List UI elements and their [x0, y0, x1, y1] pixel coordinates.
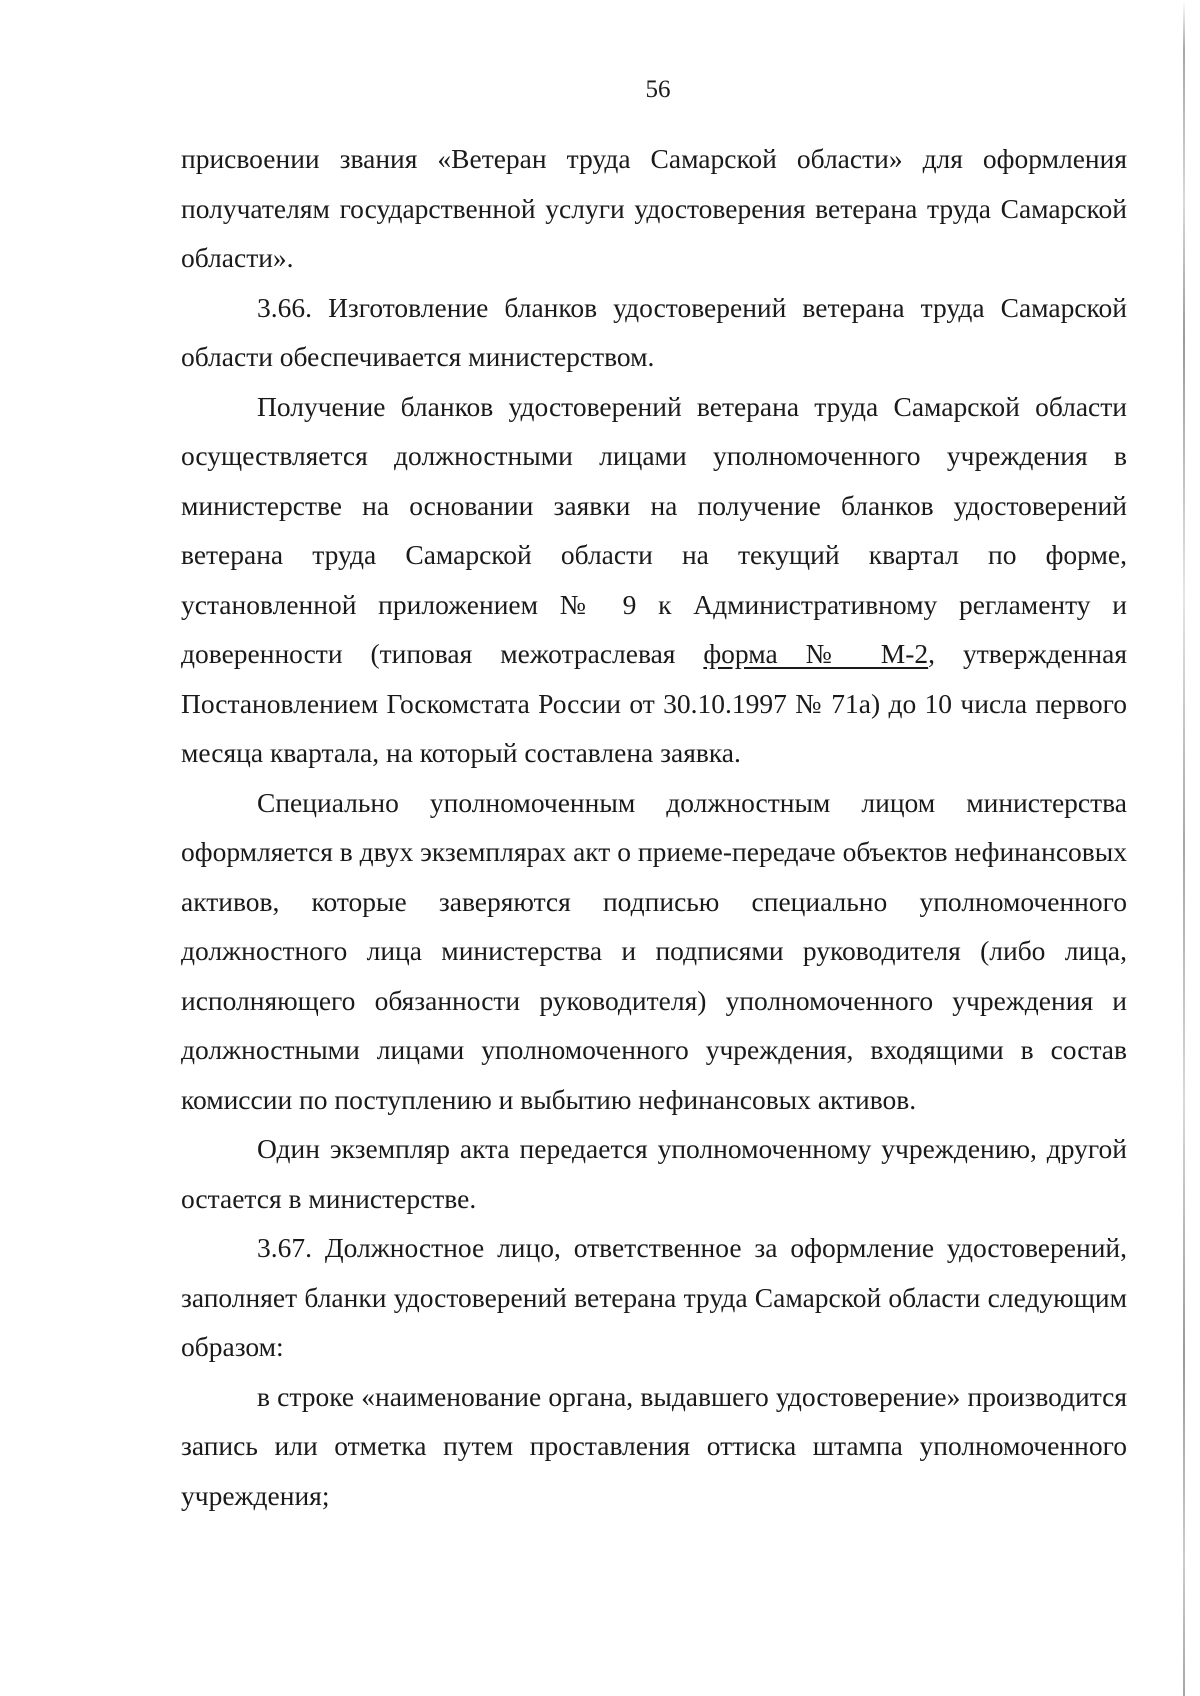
paragraph-act-copies: Один экземпляр акта передается уполномоченному учреждению, другой остается в министерстве. — [181, 1133, 1127, 1214]
paragraph-3-67: 3.67. Должностное лицо, ответственное за оформление удостоверений, заполняет бланки удостоверений ветерана труда Самарской области следующим образом: — [181, 1232, 1127, 1362]
paragraph-text: , утвержденная Постановлением Госкомстата России от 30.10.1997 № 71а) до 10 числа первого месяца квартала, на который составлена заявка. — [181, 638, 1127, 768]
scan-edge-line — [1183, 0, 1185, 1696]
form-m2-link[interactable]: форма № М-2 — [703, 638, 929, 669]
paragraph-continuation: присвоении звания «Ветеран труда Самарской области» для оформления получателям государственной услуги удостоверения ветерана труда Самарской области». — [181, 143, 1127, 273]
paragraph-text: Получение бланков удостоверений ветерана труда Самарской области осуществляется должностными лицами уполномоченного учреждения в министерстве на основании заявки на получение бланков удостоверений ветерана труда Самарской области на текущий квартал по форме, установленной приложением № 9 к Административному регламенту и доверенности (типовая межотраслевая — [181, 390, 1127, 669]
paragraph-issuing-authority: в строке «наименование органа, выдавшего удостоверение» производится запись или отметка путем проставления оттиска штампа уполномоченного учреждения; — [181, 1380, 1127, 1511]
paragraph-3-66: 3.66. Изготовление бланков удостоверений ветерана труда Самарской области обеспечивается министерством. — [181, 291, 1127, 372]
page-number: 56 — [645, 76, 671, 103]
paragraph-blank-receipt — [181, 382, 1127, 778]
paragraph-transfer-act: Специально уполномоченным должностным лицом министерства оформляется в двух экземплярах акт о приеме-передаче объектов нефинансовых активов, которые заверяются подписью специально уполномоченного должностного лица министерства и подписями руководителя (либо лица, исполняющего обязанности руководителя) уполномоченного учреждения и должностными лицами уполномоченного учреждения, входящими в состав комиссии по поступлению и выбытию нефинансовых активов. — [181, 786, 1127, 1115]
document-body — [181, 134, 1127, 1520]
